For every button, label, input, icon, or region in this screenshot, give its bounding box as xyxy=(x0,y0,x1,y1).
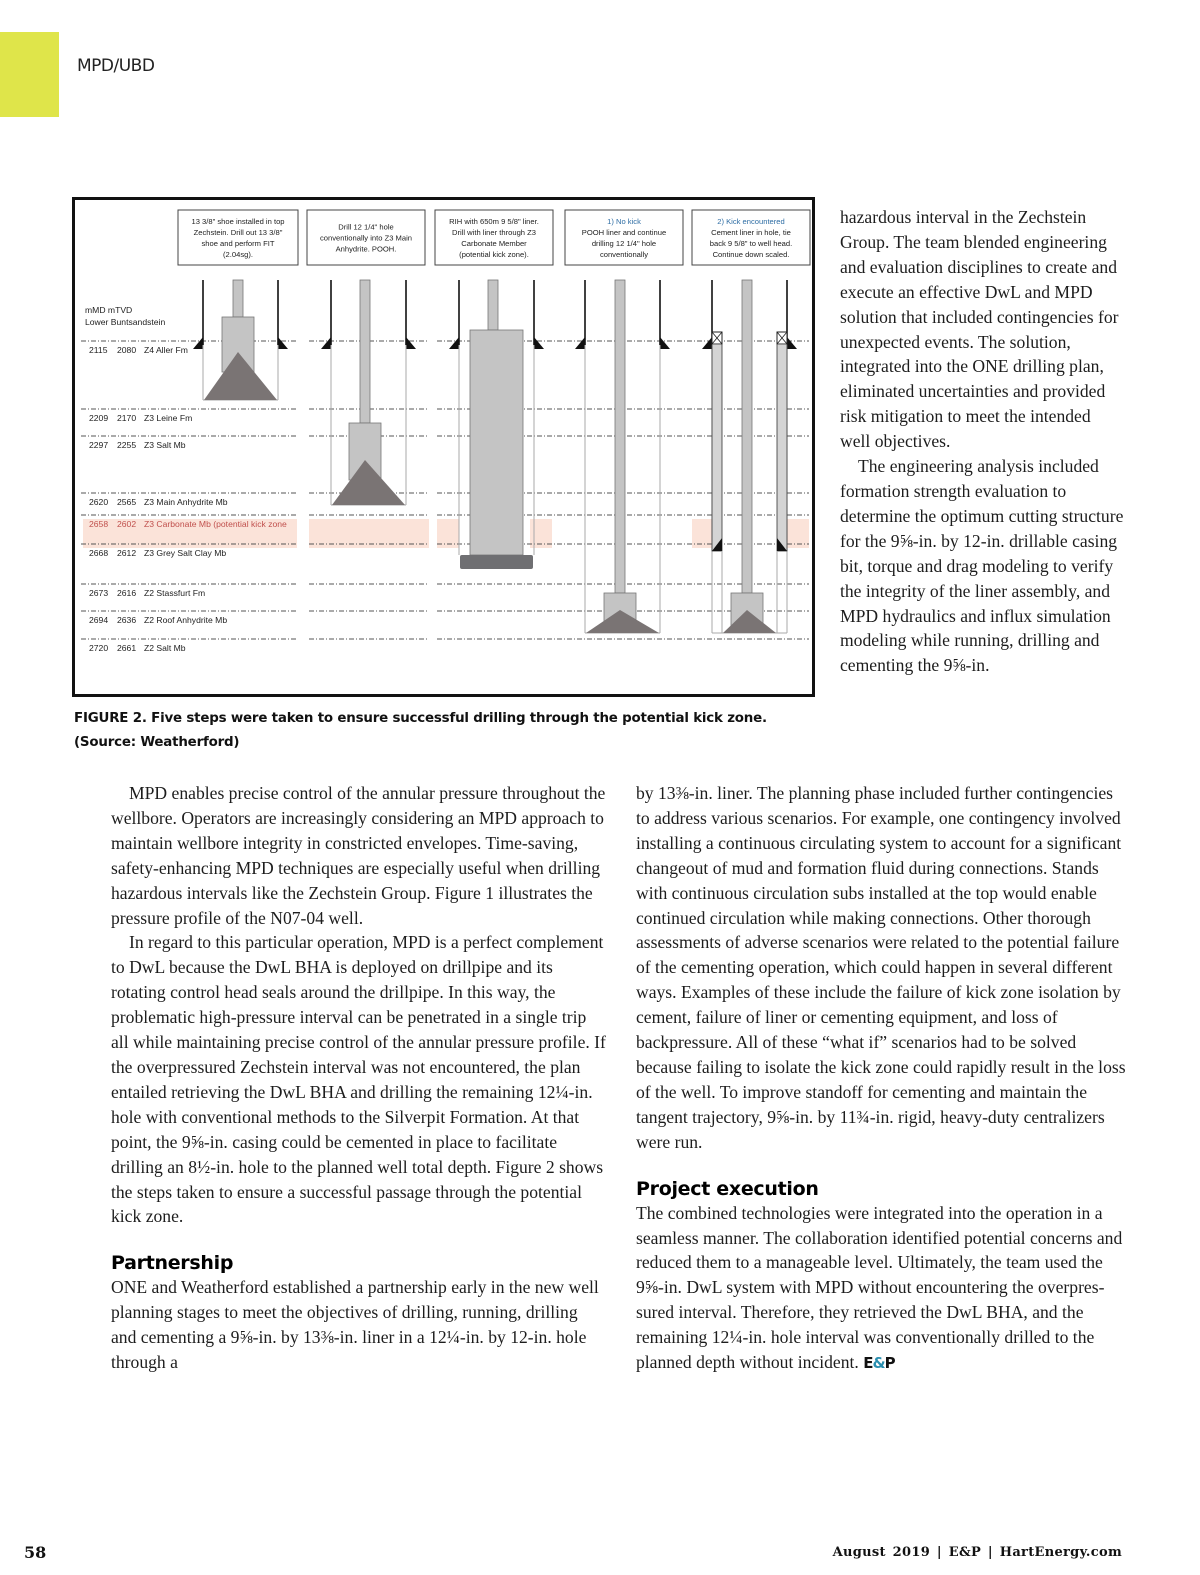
project-execution-heading: Project execution xyxy=(636,1177,819,1200)
formation-name: Z2 Roof Anhydrite Mb xyxy=(144,615,228,625)
figure-2-diagram xyxy=(72,197,815,697)
section-color-tab xyxy=(0,32,59,117)
execution-text: The combined technologies were integrated into the operation in a seamless manner. The collaboration identified potential concerns and reduced them to a manageable level. Ultimately, the team used the 9⅝-in. DwL system with MPD without encountering the overpressured interval. Therefore, they retrieved the DwL BHA, and the remaining 12¼-in. hole interval was conventionally drilled to the planned depth without incident. xyxy=(636,1202,1123,1373)
drillpipe xyxy=(360,280,370,423)
formation-name: Z2 Stassfurt Fm xyxy=(144,588,206,598)
drillpipe xyxy=(742,280,752,593)
casing-shoe-icon xyxy=(406,337,416,349)
formation-md: 2668 xyxy=(89,548,109,558)
casing-shoe-icon xyxy=(193,337,203,349)
drillpipe xyxy=(233,280,243,317)
formation-md: 2673 xyxy=(89,588,109,598)
article-column-right xyxy=(636,781,1126,1376)
step-text: back 9 5/8" to well head. xyxy=(709,239,793,248)
casing-shoe-icon xyxy=(321,337,331,349)
ep-p: P xyxy=(884,1354,895,1373)
paragraph: by 13⅜-in. liner. The planning phase included further contingencies to address various scenarios. For example, one contingency involved installing a continuous circulating system to account for a significant changeout of mud and formation fluid during connections. Stands with continuous circulation subs installed at the top would enable continued circulation while making connections. Other thorough assessments of adverse scenarios were related to the potential failure of the cementing operation, which could happen in several different ways. Examples of these include the failure of kick zone isolation by cement, failure of liner or cementing equipment, and loss of backpressure. All of these “what if” scenarios had to be solved because failing to isolate the kick zone could rapidly result in the loss of the well. To improve standoff for cementing and maintain the tangent trajectory, 9⅝-in. by 11¾-in. rigid, heavy-duty centralizers were run. xyxy=(636,783,1126,1152)
formation-md: 2694 xyxy=(89,615,109,625)
formation-md: 2115 xyxy=(89,345,108,355)
step-text: Cement liner in hole, tie xyxy=(711,228,791,237)
formation-name: Z4 Aller Fm xyxy=(144,345,188,355)
casing-shoe-icon xyxy=(534,337,544,349)
ep-amp: & xyxy=(872,1354,885,1373)
caption-line-1: FIGURE 2. Five steps were taken to ensure successful drilling through the potential kick zone. xyxy=(74,711,767,726)
step-title: 1) No kick xyxy=(607,217,641,226)
drill-bit-icon xyxy=(586,610,659,633)
depth-column-headers: mMD mTVD xyxy=(85,305,133,315)
formation-name: Z3 Main Anhydrite Mb xyxy=(144,497,228,507)
cemented-liner xyxy=(777,344,787,551)
formation-tvd: 2565 xyxy=(117,497,137,507)
formation-name: Z2 Salt Mb xyxy=(144,643,186,653)
step-text: 13 3/8" shoe installed in top xyxy=(191,217,285,226)
paragraph: hazardous interval in the Zechstein Group. The team blended engineering and evaluation disciplines to create and execute an effective DwL and MPD solution that included contingencies for unexpected events. The solution, integrated into the ONE drilling plan, eliminated uncertainties and provided risk mitigation to meet the intended well objectives. xyxy=(840,207,1119,452)
formation-name: Z3 Salt Mb xyxy=(144,440,186,450)
drill-bit-icon xyxy=(204,352,277,400)
step-title: 2) Kick encountered xyxy=(717,217,785,226)
casing-shoe-icon xyxy=(449,337,459,349)
formation-tvd: 2602 xyxy=(117,519,137,529)
well-steps-svg xyxy=(75,200,812,694)
article-column-right-top xyxy=(840,205,1125,678)
step-text: (2.04sg). xyxy=(223,250,253,259)
caption-source: (Source: Weatherford) xyxy=(74,735,240,750)
top-formation-label: Lower Buntsandstein xyxy=(85,317,166,327)
formation-md: 2658 xyxy=(89,519,109,529)
ep-e: E xyxy=(863,1354,873,1373)
step-text: shoe and perform FIT xyxy=(201,239,275,248)
formation-tvd: 2255 xyxy=(117,440,137,450)
step-text: conventionally xyxy=(599,250,649,259)
step-text: Anhydrite. POOH. xyxy=(335,244,397,254)
step-text: conventionally into Z3 Main xyxy=(319,233,413,243)
step-text: Drill 12 1/4" hole xyxy=(338,222,394,232)
page-number: 58 xyxy=(24,1543,47,1562)
formation-md: 2209 xyxy=(89,413,109,423)
formation-tvd: 2170 xyxy=(117,413,137,423)
casing-shoe-icon xyxy=(702,337,712,349)
drillpipe xyxy=(488,280,498,330)
formation-tvd: 2080 xyxy=(117,345,137,355)
formation-tvd: 2612 xyxy=(117,548,137,558)
step-text: RIH with 650m 9 5/8" liner. xyxy=(449,217,539,226)
casing-shoe-icon xyxy=(278,337,288,349)
paragraph: In regard to this particular operation, MPD is a perfect complement to DwL because the DwL BHA is deployed on drillpipe and its rotating control head seals around the drillpipe. In this way, the problematic high-pressure interval can be penetrated in a single trip all while maintaining precise control of the annular pressure profile. If the overpressured Zechstein interval was not encountered, the plan entailed retrieving the DwL BHA and drilling the remaining 12¼-in. hole with conventional methods to the Silverpit Formation. At that point, the 9⅝-in. casing could be cemented in place to facilitate drilling an 8½-in. hole to the planned well total depth. Figure 2 shows the steps taken to ensure a successful passage through the potential kick zone. xyxy=(111,932,606,1227)
step-text: Zechstein. Drill out 13 3/8" xyxy=(193,228,283,237)
formation-tvd: 2616 xyxy=(117,588,137,598)
footer-publication: August 2019 | E&P | HartEnergy.com xyxy=(832,1545,1122,1560)
liner-shoe-bit xyxy=(460,555,533,569)
drillpipe xyxy=(615,280,625,593)
step-text: (potential kick zone). xyxy=(459,250,529,259)
formation-name: Z3 Carbonate Mb (potential kick zone xyxy=(144,519,287,529)
figure-caption xyxy=(74,707,814,755)
liner xyxy=(470,330,523,555)
step-text: POOH liner and continue xyxy=(581,228,667,237)
paragraph: MPD enables precise control of the annular pressure throughout the wellbore. Operators are increasingly considering an MPD approach to maintain wellbore integrity in constricted envelopes. Time-saving, safety-enhancing MPD techniques are especially useful when drilling hazardous intervals like the Zechstein Group. Figure 1 illustrates the pressure profile of the N07-04 well. xyxy=(111,783,606,928)
casing-shoe-icon xyxy=(787,337,797,349)
formation-name: Z3 Grey Salt Clay Mb xyxy=(144,548,227,558)
formation-md: 2297 xyxy=(89,440,109,450)
step-text: drilling 12 1/4" hole xyxy=(591,239,657,248)
ep-end-mark-icon xyxy=(863,1351,894,1376)
step-text: Drill with liner through Z3 xyxy=(452,228,536,237)
formation-md: 2620 xyxy=(89,497,109,507)
cemented-liner xyxy=(712,344,722,551)
paragraph: ONE and Weatherford established a partnership early in the new well planning stages to meet the objectives of drilling, running, drilling and cementing a 9⅝-in. by 13⅜-in. liner in a 12¼-in. by 12-in. hole through a xyxy=(111,1277,599,1373)
formation-name: Z3 Leine Fm xyxy=(144,413,193,423)
drill-bit-icon xyxy=(332,460,405,505)
casing-shoe-icon xyxy=(660,337,670,349)
formation-tvd: 2636 xyxy=(117,615,137,625)
paragraph: The engineering analysis included formation strength evaluation to determine the optimum cutting structure for the 9⅝-in. by 12-in. drillable casing bit, torque and drag modeling to verify the integrity of the liner assembly, and MPD hydraulics and influx simulation modeling while running, drilling and cementing the 9⅝-in. xyxy=(840,456,1124,676)
article-column-left xyxy=(111,781,606,1375)
step-text: Continue down scaled. xyxy=(712,250,790,259)
formation-tvd: 2661 xyxy=(117,643,137,653)
partnership-heading: Partnership xyxy=(111,1252,234,1275)
step-text: Carbonate Member xyxy=(461,239,527,248)
section-label: MPD/UBD xyxy=(77,56,155,76)
paragraph xyxy=(636,1201,1126,1376)
formation-md: 2720 xyxy=(89,643,109,653)
casing-shoe-icon xyxy=(575,337,585,349)
